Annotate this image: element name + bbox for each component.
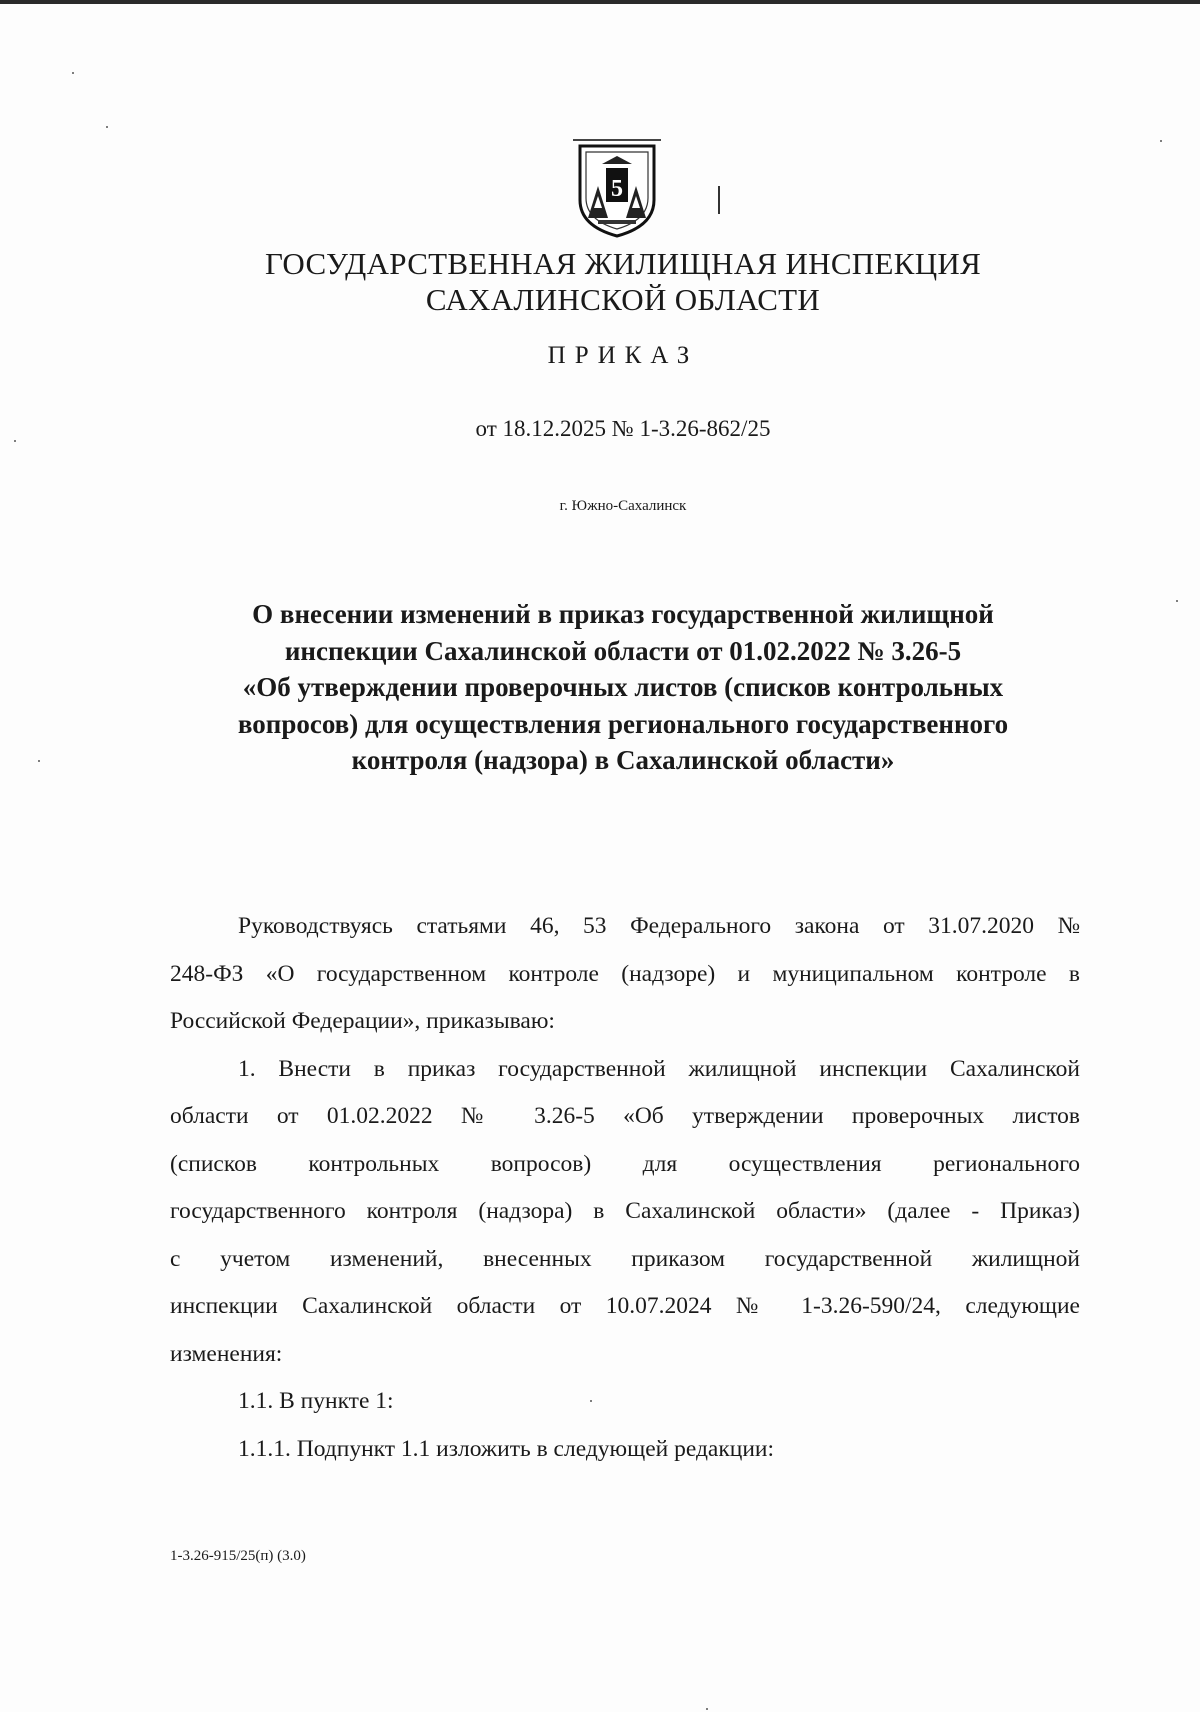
subject-line: инспекции Сахалинской области от 01.02.2022 № 3.26-5 bbox=[284, 635, 962, 666]
organization-title-line-2: САХАЛИНСКОЙ ОБЛАСТИ bbox=[425, 282, 821, 317]
document-subject bbox=[140, 596, 1106, 779]
scan-speck bbox=[590, 1400, 592, 1402]
subject-line: О внесении изменений в приказ государственной жилищной bbox=[252, 599, 994, 629]
document-date-number: от 18.12.2025 № 1-3.26-862/25 bbox=[475, 416, 771, 441]
scan-speck bbox=[14, 440, 16, 442]
body-line: 1.1.1. Подпункт 1.1 изложить в следующей редакции: bbox=[238, 1435, 775, 1462]
body-line: 1. Внести в приказ государственной жилищной инспекции Сахалинской bbox=[238, 1055, 1080, 1082]
scan-speck bbox=[106, 126, 108, 128]
body-line: 248-ФЗ «О государственном контроле (надзоре) и муниципальном контроле в bbox=[170, 960, 1080, 987]
body-line: 1.1. В пункте 1: bbox=[238, 1388, 394, 1414]
scan-speck bbox=[1176, 600, 1178, 602]
organization-title-line-1: ГОСУДАРСТВЕННАЯ ЖИЛИЩНАЯ ИНСПЕКЦИЯ bbox=[264, 246, 982, 281]
body-line: области от 01.02.2022 № 3.26-5 «Об утверждении проверочных листов bbox=[170, 1103, 1080, 1129]
body-line: Российской Федерации», приказываю: bbox=[170, 1008, 555, 1034]
coat-of-arms-icon bbox=[572, 138, 662, 238]
scan-speck bbox=[72, 72, 74, 74]
body-line: Руководствуясь статьями 46, 53 Федерального закона от 31.07.2020 № bbox=[238, 913, 1080, 939]
body-line: (списков контрольных вопросов) для осуществления регионального bbox=[170, 1150, 1080, 1177]
body-line: изменения: bbox=[170, 1340, 283, 1367]
body-line: инспекции Сахалинской области от 10.07.2024 № 1-3.26-590/24, следующие bbox=[170, 1293, 1080, 1319]
document-city: г. Южно-Сахалинск bbox=[559, 498, 687, 514]
document-registration-code: 1-3.26-915/25(п) (3.0) bbox=[170, 1548, 306, 1564]
subject-line: «Об утверждении проверочных листов (списков контрольных bbox=[242, 672, 1004, 702]
body-line: с учетом изменений, внесенных приказом государственной жилищной bbox=[170, 1245, 1080, 1272]
scan-speck bbox=[1160, 140, 1162, 142]
body-line: государственного контроля (надзора) в Сахалинской области» (далее - Приказ) bbox=[170, 1198, 1080, 1224]
subject-line: контроля (надзора) в Сахалинской области» bbox=[351, 745, 895, 775]
scan-top-edge bbox=[0, 0, 1200, 4]
scan-speck bbox=[38, 760, 40, 762]
document-type: ПРИКАЗ bbox=[547, 342, 699, 369]
svg-text:5: 5 bbox=[611, 176, 623, 202]
scan-speck bbox=[706, 1708, 708, 1710]
document-body bbox=[170, 903, 1080, 1473]
subject-line: вопросов) для осуществления регионального государственного bbox=[237, 708, 1009, 739]
scan-mark bbox=[718, 186, 720, 214]
